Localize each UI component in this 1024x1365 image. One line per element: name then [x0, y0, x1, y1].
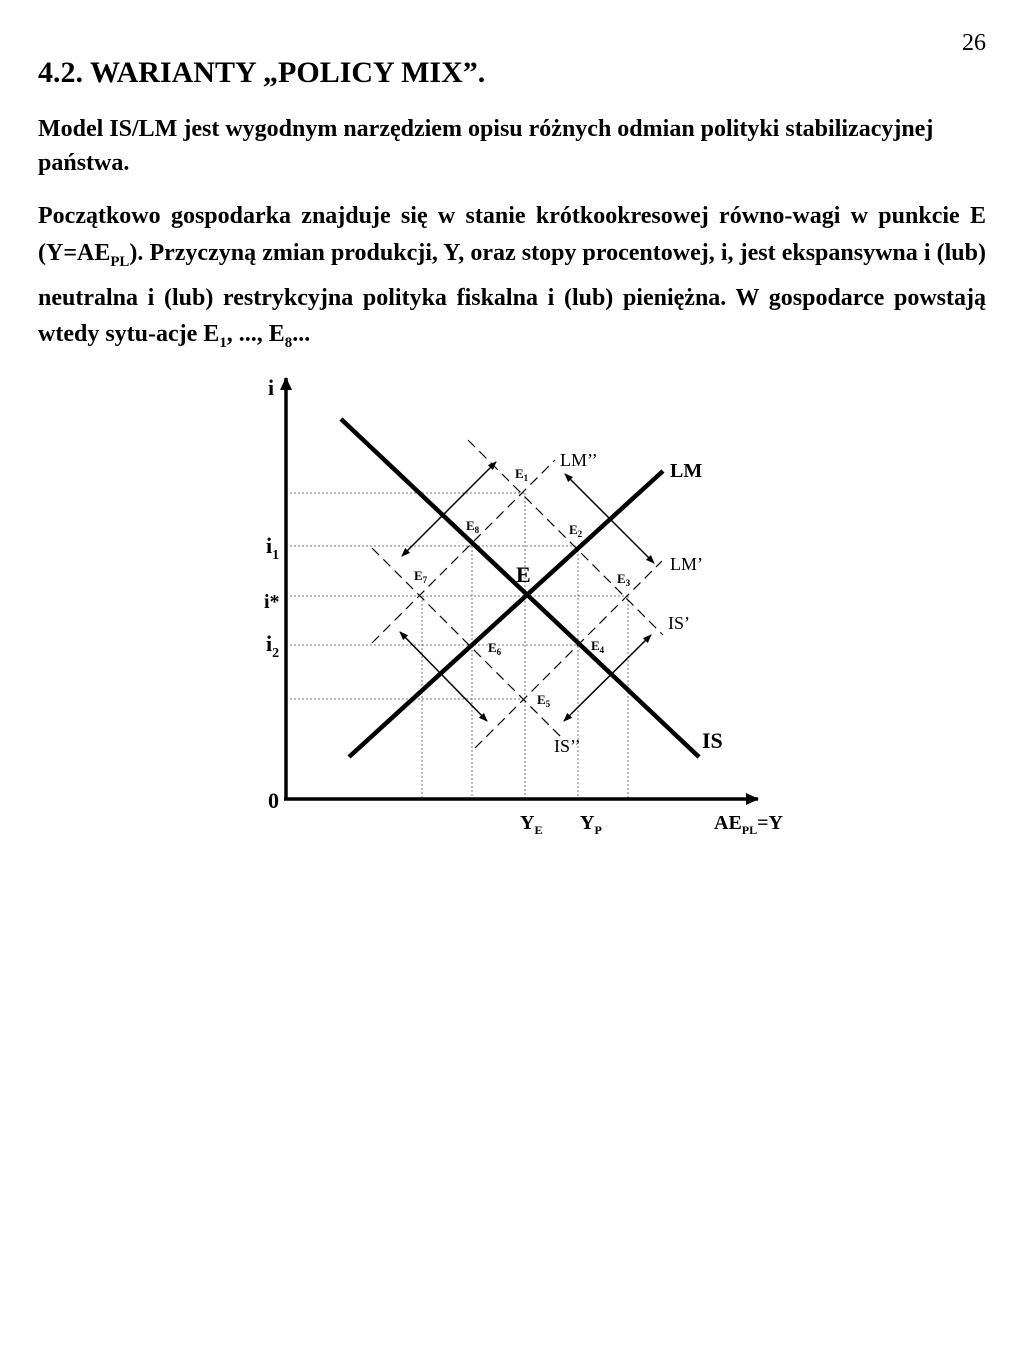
section-heading: 4.2. WARIANTY „POLICY MIX”. — [38, 56, 486, 89]
shift-arrow — [564, 635, 651, 721]
lm-double-prime-label: LM’’ — [560, 450, 598, 470]
label-main: E — [591, 638, 600, 653]
label-sub: 7 — [422, 575, 428, 585]
point-label-e4 — [591, 638, 605, 655]
label-sub: 2 — [272, 646, 280, 661]
paragraph-subscript: 1 — [219, 335, 227, 352]
label-main: E — [488, 640, 497, 655]
shift-arrow — [402, 462, 496, 556]
label-main: E — [617, 571, 626, 586]
label-sub: 3 — [625, 578, 631, 588]
label-sub: 8 — [474, 525, 480, 535]
label-sub: PL — [741, 823, 758, 837]
rate-label-i2 — [266, 631, 279, 661]
point-label-e2 — [569, 522, 583, 539]
lm-label: LM — [670, 460, 703, 482]
point-label-e7 — [414, 568, 428, 585]
point-label-e3 — [617, 571, 631, 588]
output-label-ye — [520, 812, 542, 837]
y-axis-label: i — [268, 375, 275, 400]
label-sub: 1 — [523, 473, 529, 483]
rate-label-i1 — [266, 533, 279, 563]
point-label-e6 — [488, 640, 502, 657]
label-sub: 6 — [496, 647, 502, 657]
paragraph-subscript: PL — [110, 253, 130, 270]
shift-arrows — [400, 462, 654, 721]
label-main: Y — [580, 812, 595, 834]
lm-double-prime-line — [372, 460, 555, 643]
output-label-yp — [580, 812, 602, 837]
paragraph-subscript: 8 — [284, 335, 293, 352]
lm-line — [349, 471, 663, 757]
is-prime-label: IS’ — [668, 613, 690, 633]
label-main: E — [414, 568, 423, 583]
point-label-e5 — [537, 692, 551, 709]
is-double-prime-label: IS’’ — [554, 736, 581, 756]
label-sub: 4 — [599, 645, 605, 655]
label-tail: =Y — [757, 812, 783, 834]
x-axis-label — [714, 812, 784, 837]
label-main: E — [466, 518, 475, 533]
point-label-e1 — [515, 466, 529, 483]
lm-prime-label: LM’ — [670, 554, 703, 574]
shifted-curves — [372, 440, 663, 748]
label-main: E — [515, 466, 524, 481]
paragraph-text: , ..., E — [226, 321, 285, 348]
page-number: 26 — [962, 30, 986, 56]
paragraph-text: Początkowo gospodarka znajduje się w stanie krótkookresowej równo-wagi w punkcie E (Y=AE — [38, 203, 986, 266]
label-main: AE — [714, 812, 742, 834]
label-sub: 2 — [577, 529, 583, 539]
equilibrium-point-label: E — [516, 562, 531, 587]
label-main: E — [569, 522, 578, 537]
label-main: i — [266, 533, 273, 558]
is-label: IS — [702, 728, 723, 753]
intro-paragraph: Model IS/LM jest wygodnym narzędziem opisu różnych odmian polityki stabilizacyjnej państwa. — [38, 116, 934, 176]
paragraph-text: ... — [292, 321, 311, 348]
point-label-e8 — [466, 518, 480, 535]
label-sub: E — [534, 823, 543, 837]
label-sub: P — [594, 823, 602, 837]
paragraph-text: ). Przyczyną zmian produkcji, Y, oraz stopy procentowej, i, jest ekspansywna i (lub) neutralna i (lub) restrykcyjna polityka fiskalna i (lub) pieniężna. W gospodarce powstają wtedy sytu-acje E — [38, 239, 986, 348]
label-main: Y — [520, 812, 535, 834]
label-sub: 5 — [545, 699, 551, 709]
origin-label: 0 — [268, 788, 279, 813]
rate-label-istar: i* — [264, 591, 280, 613]
lm-prime-line — [475, 561, 662, 748]
label-sub: 1 — [272, 548, 280, 563]
label-main: i — [266, 631, 273, 656]
label-main: E — [537, 692, 546, 707]
